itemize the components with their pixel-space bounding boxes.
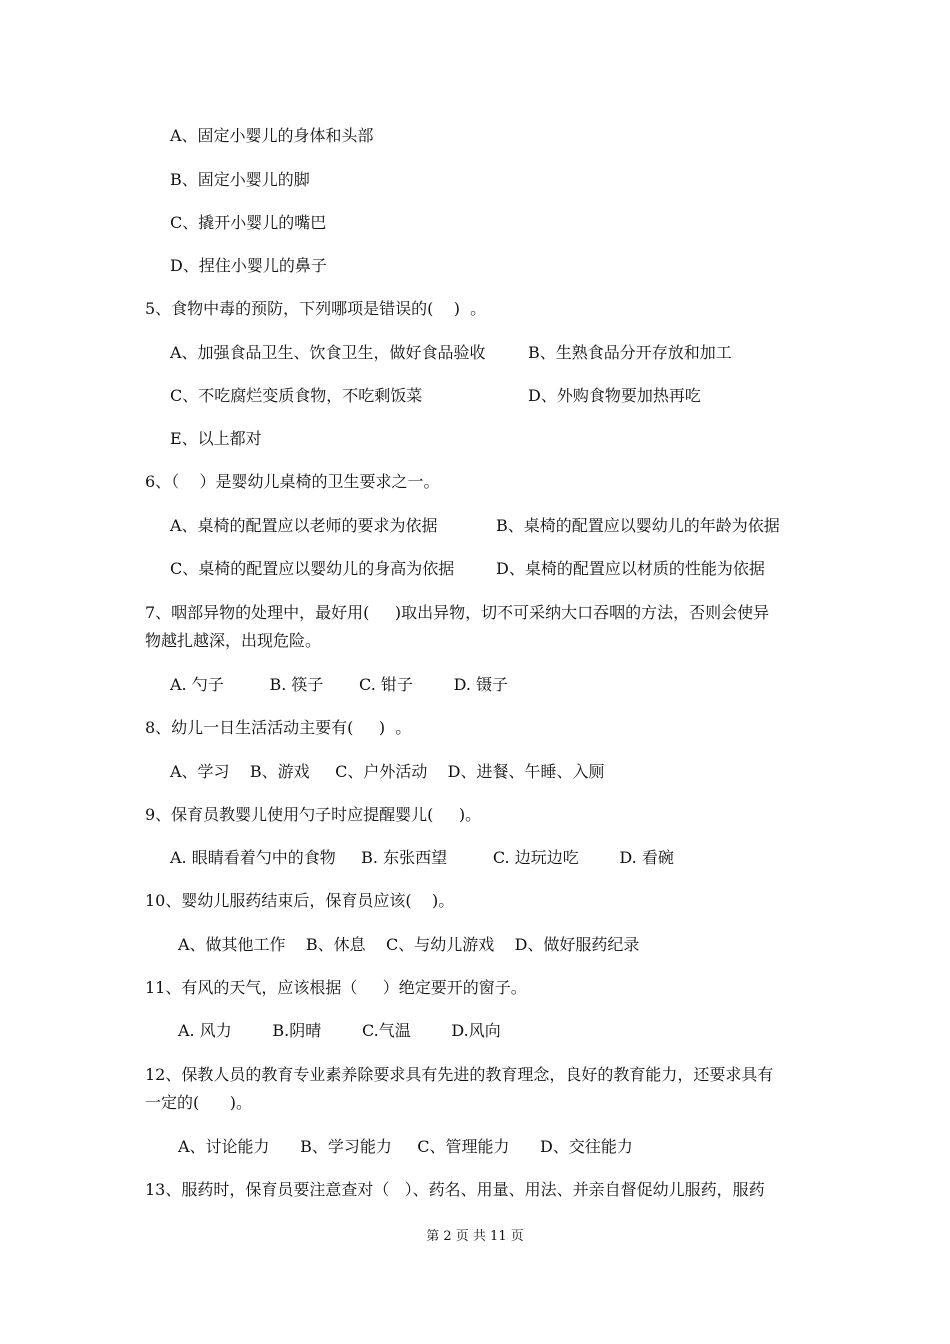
q5-stem: 5、食物中毒的预防，下列哪项是错误的( ) 。 (145, 299, 487, 318)
q5-option-a: A、加强食品卫生、饮食卫生，做好食品验收 (170, 343, 486, 362)
q5-option-e: E、以上都对 (170, 429, 262, 448)
q12-stem-line1: 12、保教人员的教育专业素养除要求具有先进的教育理念，良好的教育能力，还要求具有 (145, 1065, 774, 1084)
q5-option-c: C、不吃腐烂变质食物，不吃剩饭菜 (170, 386, 423, 405)
q8-stem: 8、幼儿一日生活活动主要有( ) 。 (145, 718, 412, 737)
page-footer: 第 2 页 共 11 页 (426, 1229, 524, 1244)
q11-stem: 11、有风的天气，应该根据（ ）绝定要开的窗子。 (145, 978, 527, 997)
q4-option-c: C、撬开小婴儿的嘴巴 (170, 213, 327, 232)
q6-stem: 6、（ ）是婴幼儿桌椅的卫生要求之一。 (145, 472, 440, 491)
q8-options: A、学习 B、游戏 C、户外活动 D、进餐、午睡、入厕 (170, 762, 605, 781)
q9-options: A. 眼睛看着勺中的食物 B. 东张西望 C. 边玩边吃 D. 看碗 (170, 848, 674, 867)
q13-stem-line1: 13、服药时，保育员要注意查对（ ）、药名、用量、用法、并亲自督促幼儿服药，服药 (145, 1180, 765, 1199)
q5-option-b: B、生熟食品分开存放和加工 (528, 343, 732, 362)
q4-option-d: D、捏住小婴儿的鼻子 (170, 256, 327, 275)
q12-options: A、讨论能力 B、学习能力 C、管理能力 D、交往能力 (178, 1137, 633, 1156)
q6-option-c: C、桌椅的配置应以婴幼儿的身高为依据 (170, 559, 455, 578)
q5-option-d: D、外购食物要加热再吃 (528, 386, 701, 405)
q9-stem: 9、保育员教婴儿使用勺子时应提醒婴儿( )。 (145, 805, 482, 824)
q4-option-a: A、固定小婴儿的身体和头部 (170, 126, 374, 145)
q10-stem: 10、婴幼儿服药结束后，保育员应该( )。 (145, 891, 455, 910)
q6-option-a: A、桌椅的配置应以老师的要求为依据 (170, 516, 438, 535)
q11-options: A. 风力 B.阴晴 C.气温 D.风向 (178, 1021, 501, 1040)
q7-options: A. 勺子 B. 筷子 C. 钳子 D. 镊子 (170, 675, 508, 694)
q10-options: A、做其他工作 B、休息 C、与幼儿游戏 D、做好服药纪录 (178, 935, 640, 954)
q4-option-b: B、固定小婴儿的脚 (170, 170, 310, 189)
q7-stem-line1: 7、咽部异物的处理中，最好用( )取出异物，切不可采纳大口吞咽的方法，否则会使异 (145, 603, 770, 622)
q7-stem-line2: 物越扎越深，出现危险。 (145, 631, 322, 650)
q6-option-b: B、桌椅的配置应以婴幼儿的年龄为依据 (496, 516, 780, 535)
q6-option-d: D、桌椅的配置应以材质的性能为依据 (496, 559, 765, 578)
q12-stem-line2: 一定的( )。 (145, 1093, 253, 1112)
